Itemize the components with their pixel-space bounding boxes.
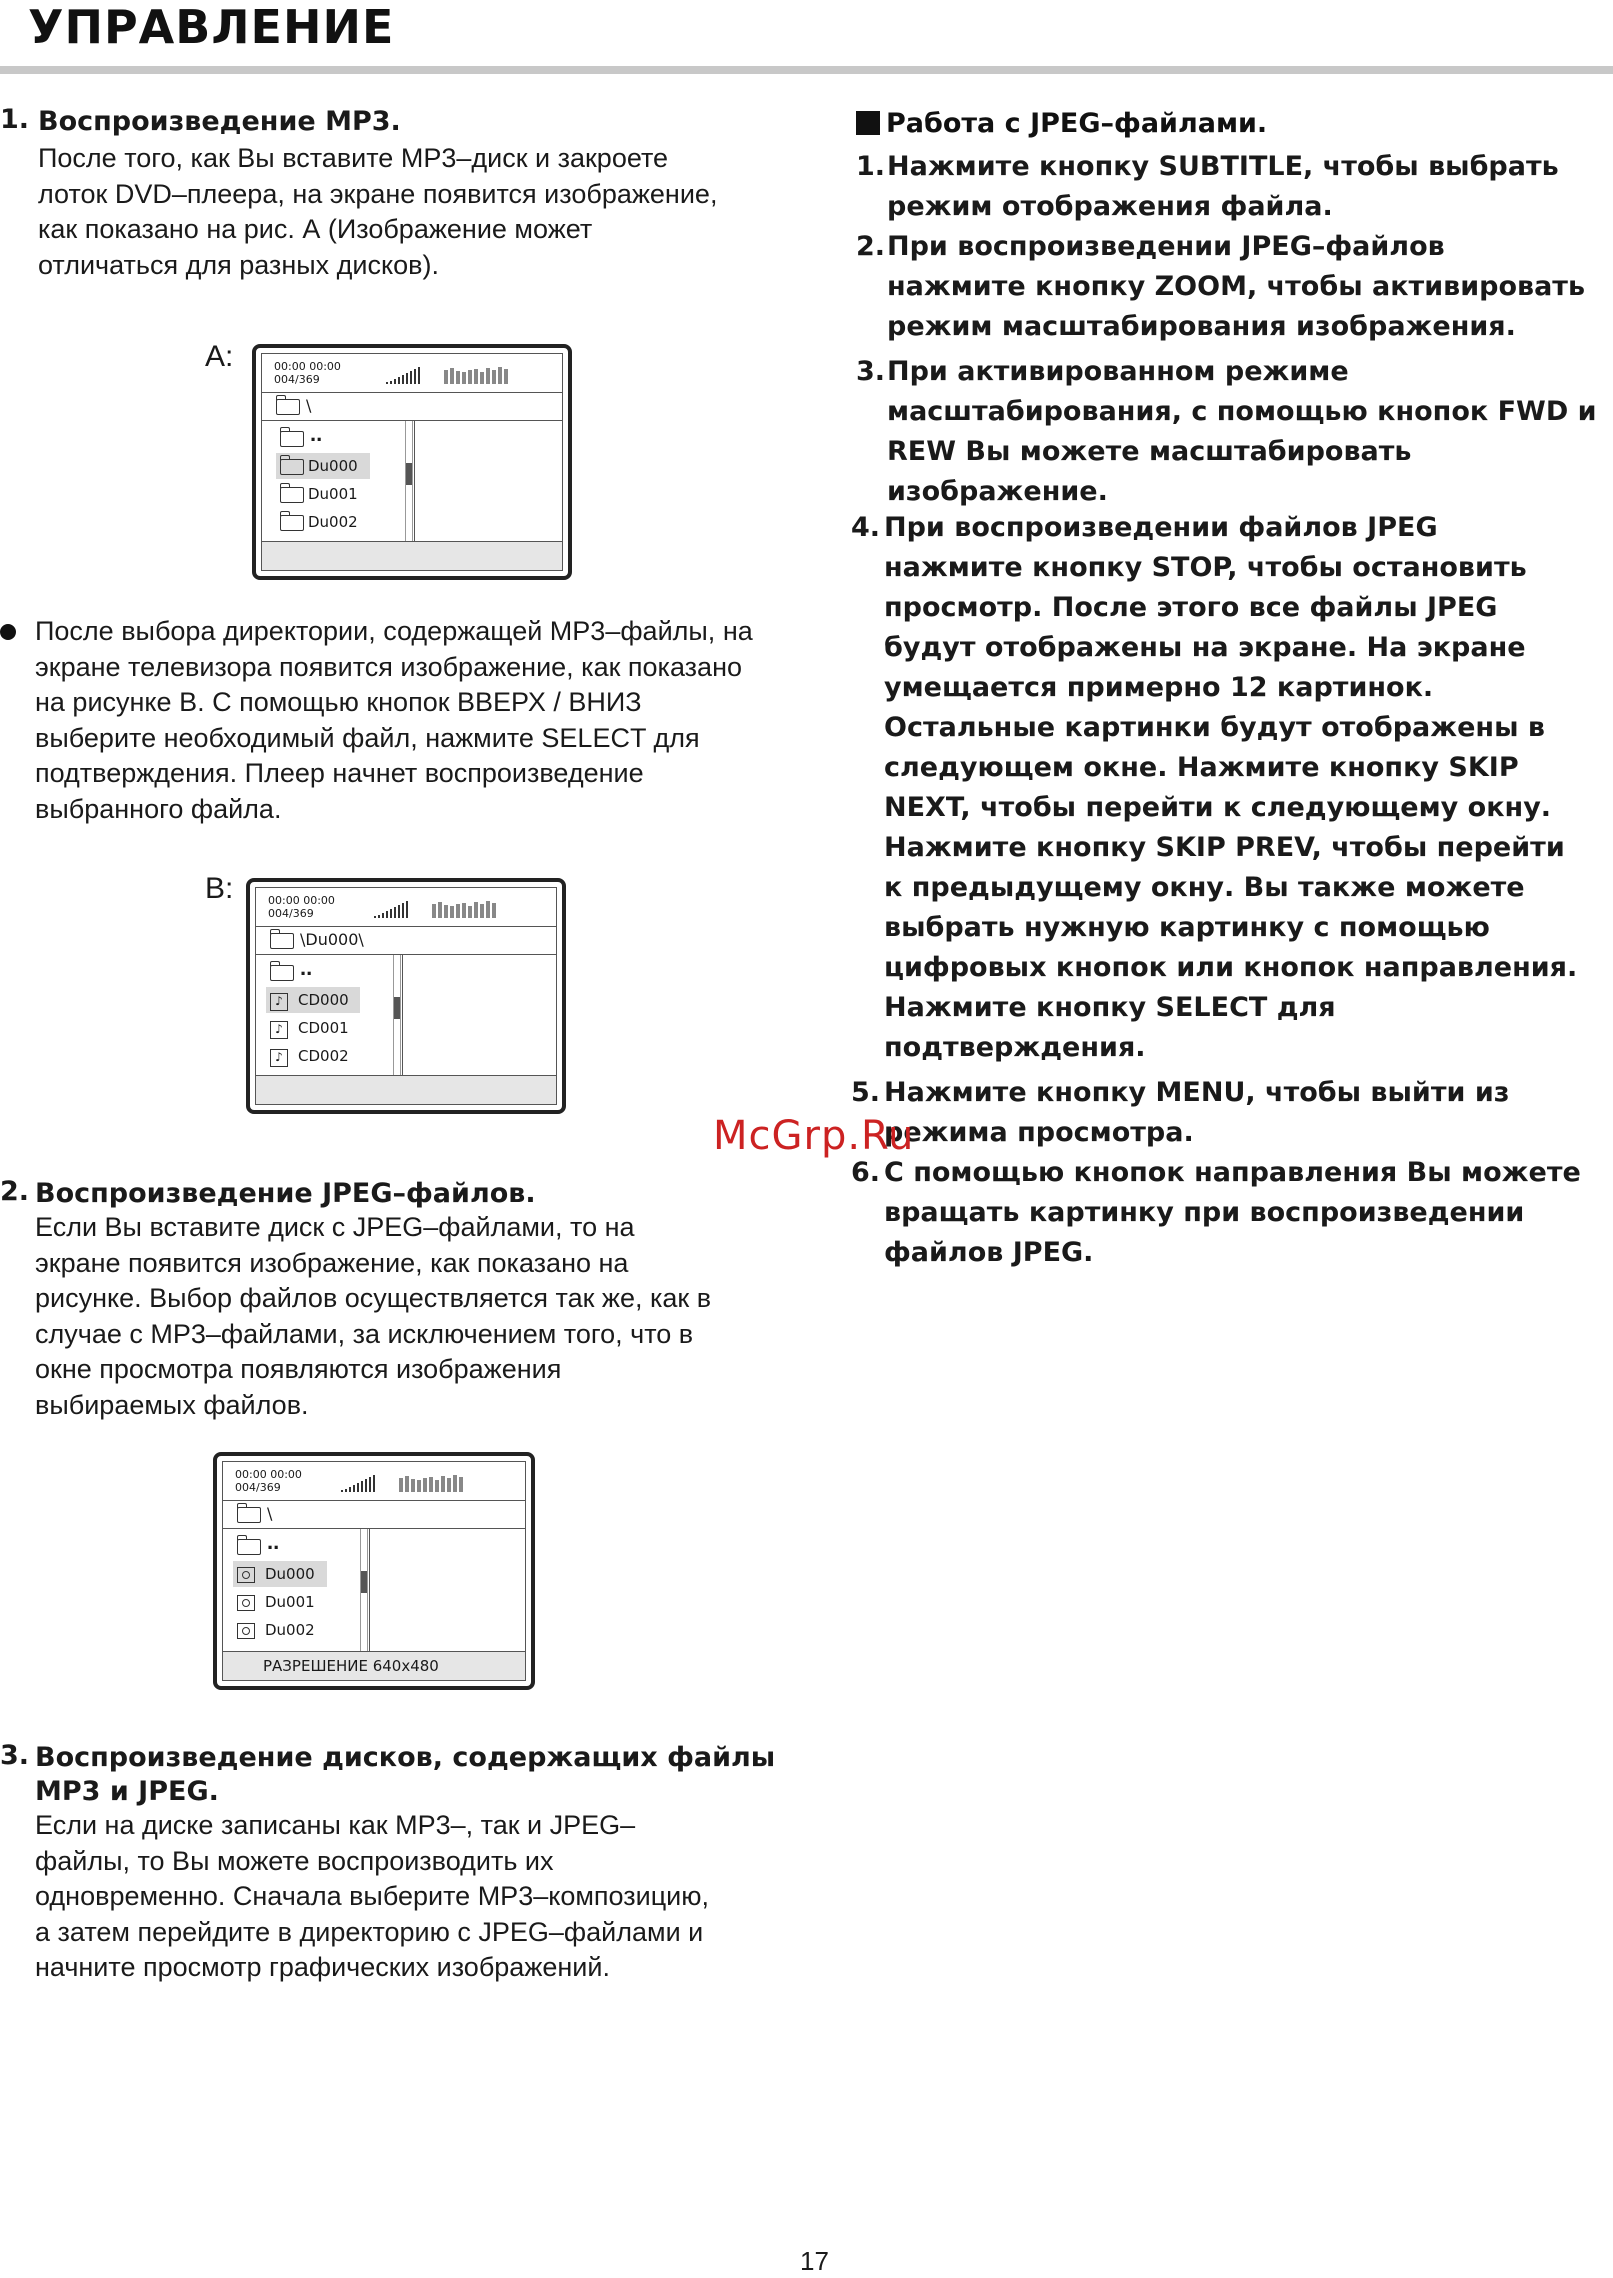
spectrum-icon — [432, 900, 496, 918]
screen-path: \Du000\ — [300, 930, 364, 949]
step-number: 3. — [856, 356, 886, 387]
folder-up-icon — [237, 1539, 261, 1555]
folder-up-icon — [280, 431, 304, 447]
figure-b-label: B: — [205, 872, 234, 905]
level-meter-icon — [374, 900, 408, 918]
screen-time: 00:00 00:00 004/369 — [274, 360, 341, 386]
section-jpeg — [0, 1176, 800, 1436]
right-heading: Работа с JPEG–файлами. — [856, 104, 1267, 144]
screen-status-bar — [223, 1651, 525, 1680]
screen-path: \ — [306, 396, 312, 415]
step-text: Нажмите кнопку SUBTITLE, чтобы выбрать режим отображения файла. — [887, 151, 1559, 222]
scrollbar[interactable] — [393, 955, 401, 1079]
section-number: 3. — [0, 1740, 30, 1771]
folder-icon — [280, 459, 304, 475]
title-divider — [0, 66, 1613, 74]
section-number: 2. — [0, 1176, 30, 1207]
level-meter-icon — [386, 366, 420, 384]
step-number: 1. — [856, 151, 886, 182]
list-item[interactable]: Du001 — [233, 1589, 327, 1615]
folder-icon — [237, 1507, 261, 1523]
folder-icon — [276, 399, 300, 415]
list-item[interactable]: Du000 — [233, 1561, 327, 1587]
music-file-icon: ♪ — [270, 1021, 288, 1039]
section-heading-cont: МР3 и JPEG. — [35, 1776, 219, 1807]
bullet-icon — [0, 624, 16, 640]
step-text: При воспроизведении JPEG–файлов нажмите кнопку ZOOM, чтобы активировать режим масштабирования изображения. — [887, 231, 1586, 342]
list-item[interactable]: ♪ CD001 — [266, 1015, 360, 1041]
section-number: 1. — [0, 104, 30, 135]
step-number: 4. — [851, 512, 881, 543]
scrollbar[interactable] — [360, 1529, 368, 1653]
screen-time: 00:00 00:00 004/369 — [235, 1468, 302, 1494]
step-text: Нажмите кнопку MENU, чтобы выйти из режима просмотра. — [884, 1077, 1510, 1148]
section-mp3-jpeg — [0, 1740, 800, 1980]
step-number: 6. — [851, 1157, 881, 1188]
step-text: С помощью кнопок направления Вы можете вращать картинку при воспроизведении файлов JPEG. — [884, 1157, 1581, 1268]
screen-status-bar — [262, 541, 562, 570]
image-file-icon — [237, 1623, 255, 1639]
step-number: 5. — [851, 1077, 881, 1108]
screen-figure-c — [213, 1452, 535, 1690]
folder-icon — [270, 933, 294, 949]
step-text: При воспроизведении файлов JPEG нажмите кнопку STOP, чтобы остановить просмотр. После этого все файлы JPEG будут отображены на экране. На экране умещается примерно 12 картинок. Остальные картинки будут отображены в следующем окне. Нажмите кнопку SKIP NEXT, чтобы перейти к следующему окну. Нажмите кнопку SKIP PREV, чтобы перейти к предыдущему окну. Вы также можете выбрать нужную картинку с помощью цифровых кнопок или кнопок направления. Нажмите кнопку SELECT для подтверждения. — [884, 512, 1578, 1063]
page-number: 17 — [800, 2246, 829, 2276]
music-file-icon: ♪ — [270, 1049, 288, 1067]
up-directory[interactable]: .. — [310, 421, 323, 446]
section-body: Если Вы вставите диск с JPEG–файлами, то на экране появится изображение, как показано на рисунке. Выбор файлов осуществляется так же, как в случае с МР3–файлами, за исключением того, что в окне просмотра появляются изображения выбираемых файлов. — [35, 1212, 712, 1420]
list-item[interactable]: Du000 — [276, 453, 370, 479]
folder-icon — [280, 515, 304, 531]
list-item[interactable]: ♪ CD002 — [266, 1043, 360, 1069]
section-heading: Воспроизведение JPEG–файлов. — [35, 1178, 536, 1209]
level-meter-icon — [341, 1474, 375, 1492]
list-item[interactable]: ♪ CD000 — [266, 987, 360, 1013]
screen-figure-b — [246, 878, 566, 1114]
folder-icon — [280, 487, 304, 503]
spectrum-icon — [399, 1474, 463, 1492]
list-item[interactable]: Du001 — [276, 481, 370, 507]
page-title: УПРАВЛЕНИЕ — [28, 0, 395, 54]
screen-figure-a — [252, 344, 572, 580]
list-item[interactable]: Du002 — [233, 1617, 327, 1643]
step-text: При активированном режиме масштабирования, с помощью кнопок FWD и REW Вы можете масштабировать изображение. — [887, 356, 1597, 507]
bullet-body: После выбора директории, содержащей МР3–файлы, на экране телевизора появится изображение, как показано на рисунке В. С помощью кнопок ВВЕРХ / ВНИЗ выберите необходимый файл, нажмите SELECT для подтверждения. Плеер начнет воспроизведение выбранного файла. — [35, 616, 753, 824]
image-file-icon — [237, 1567, 255, 1583]
section-body: После того, как Вы вставите МР3–диск и закроете лоток DVD–плеера, на экране появится изображение, как показано на рис. А (Изображение может отличаться для разных дисков). — [38, 143, 718, 280]
up-directory[interactable]: .. — [300, 955, 313, 980]
screen-path: \ — [267, 1504, 273, 1523]
image-file-icon — [237, 1595, 255, 1611]
list-item[interactable]: Du002 — [276, 509, 370, 535]
folder-up-icon — [270, 965, 294, 981]
screen-status-bar — [256, 1075, 556, 1104]
up-directory[interactable]: .. — [267, 1529, 280, 1554]
scrollbar[interactable] — [405, 421, 413, 545]
spectrum-icon — [444, 366, 508, 384]
section-body: Если на диске записаны как МР3–, так и JPEG– файлы, то Вы можете воспроизводить их одновременно. Сначала выберите МР3–композицию, а затем перейдите в директорию с JPEG–файлами и начните просмотр графических изображений. — [35, 1810, 710, 1982]
section-mp3 — [0, 104, 800, 284]
section-heading: Воспроизведение МР3. — [38, 106, 401, 137]
step-number: 2. — [856, 231, 886, 262]
bullet-paragraph — [0, 614, 800, 834]
resolution-label: РАЗРЕШЕНИЕ 640x480 — [263, 1657, 439, 1675]
square-bullet-icon — [856, 111, 880, 135]
music-file-icon: ♪ — [270, 993, 288, 1011]
screen-time: 00:00 00:00 004/369 — [268, 894, 335, 920]
figure-a-label: A: — [205, 340, 234, 373]
section-heading: Воспроизведение дисков, содержащих файлы — [35, 1742, 776, 1773]
watermark: McGrp.Ru — [713, 1113, 915, 1159]
